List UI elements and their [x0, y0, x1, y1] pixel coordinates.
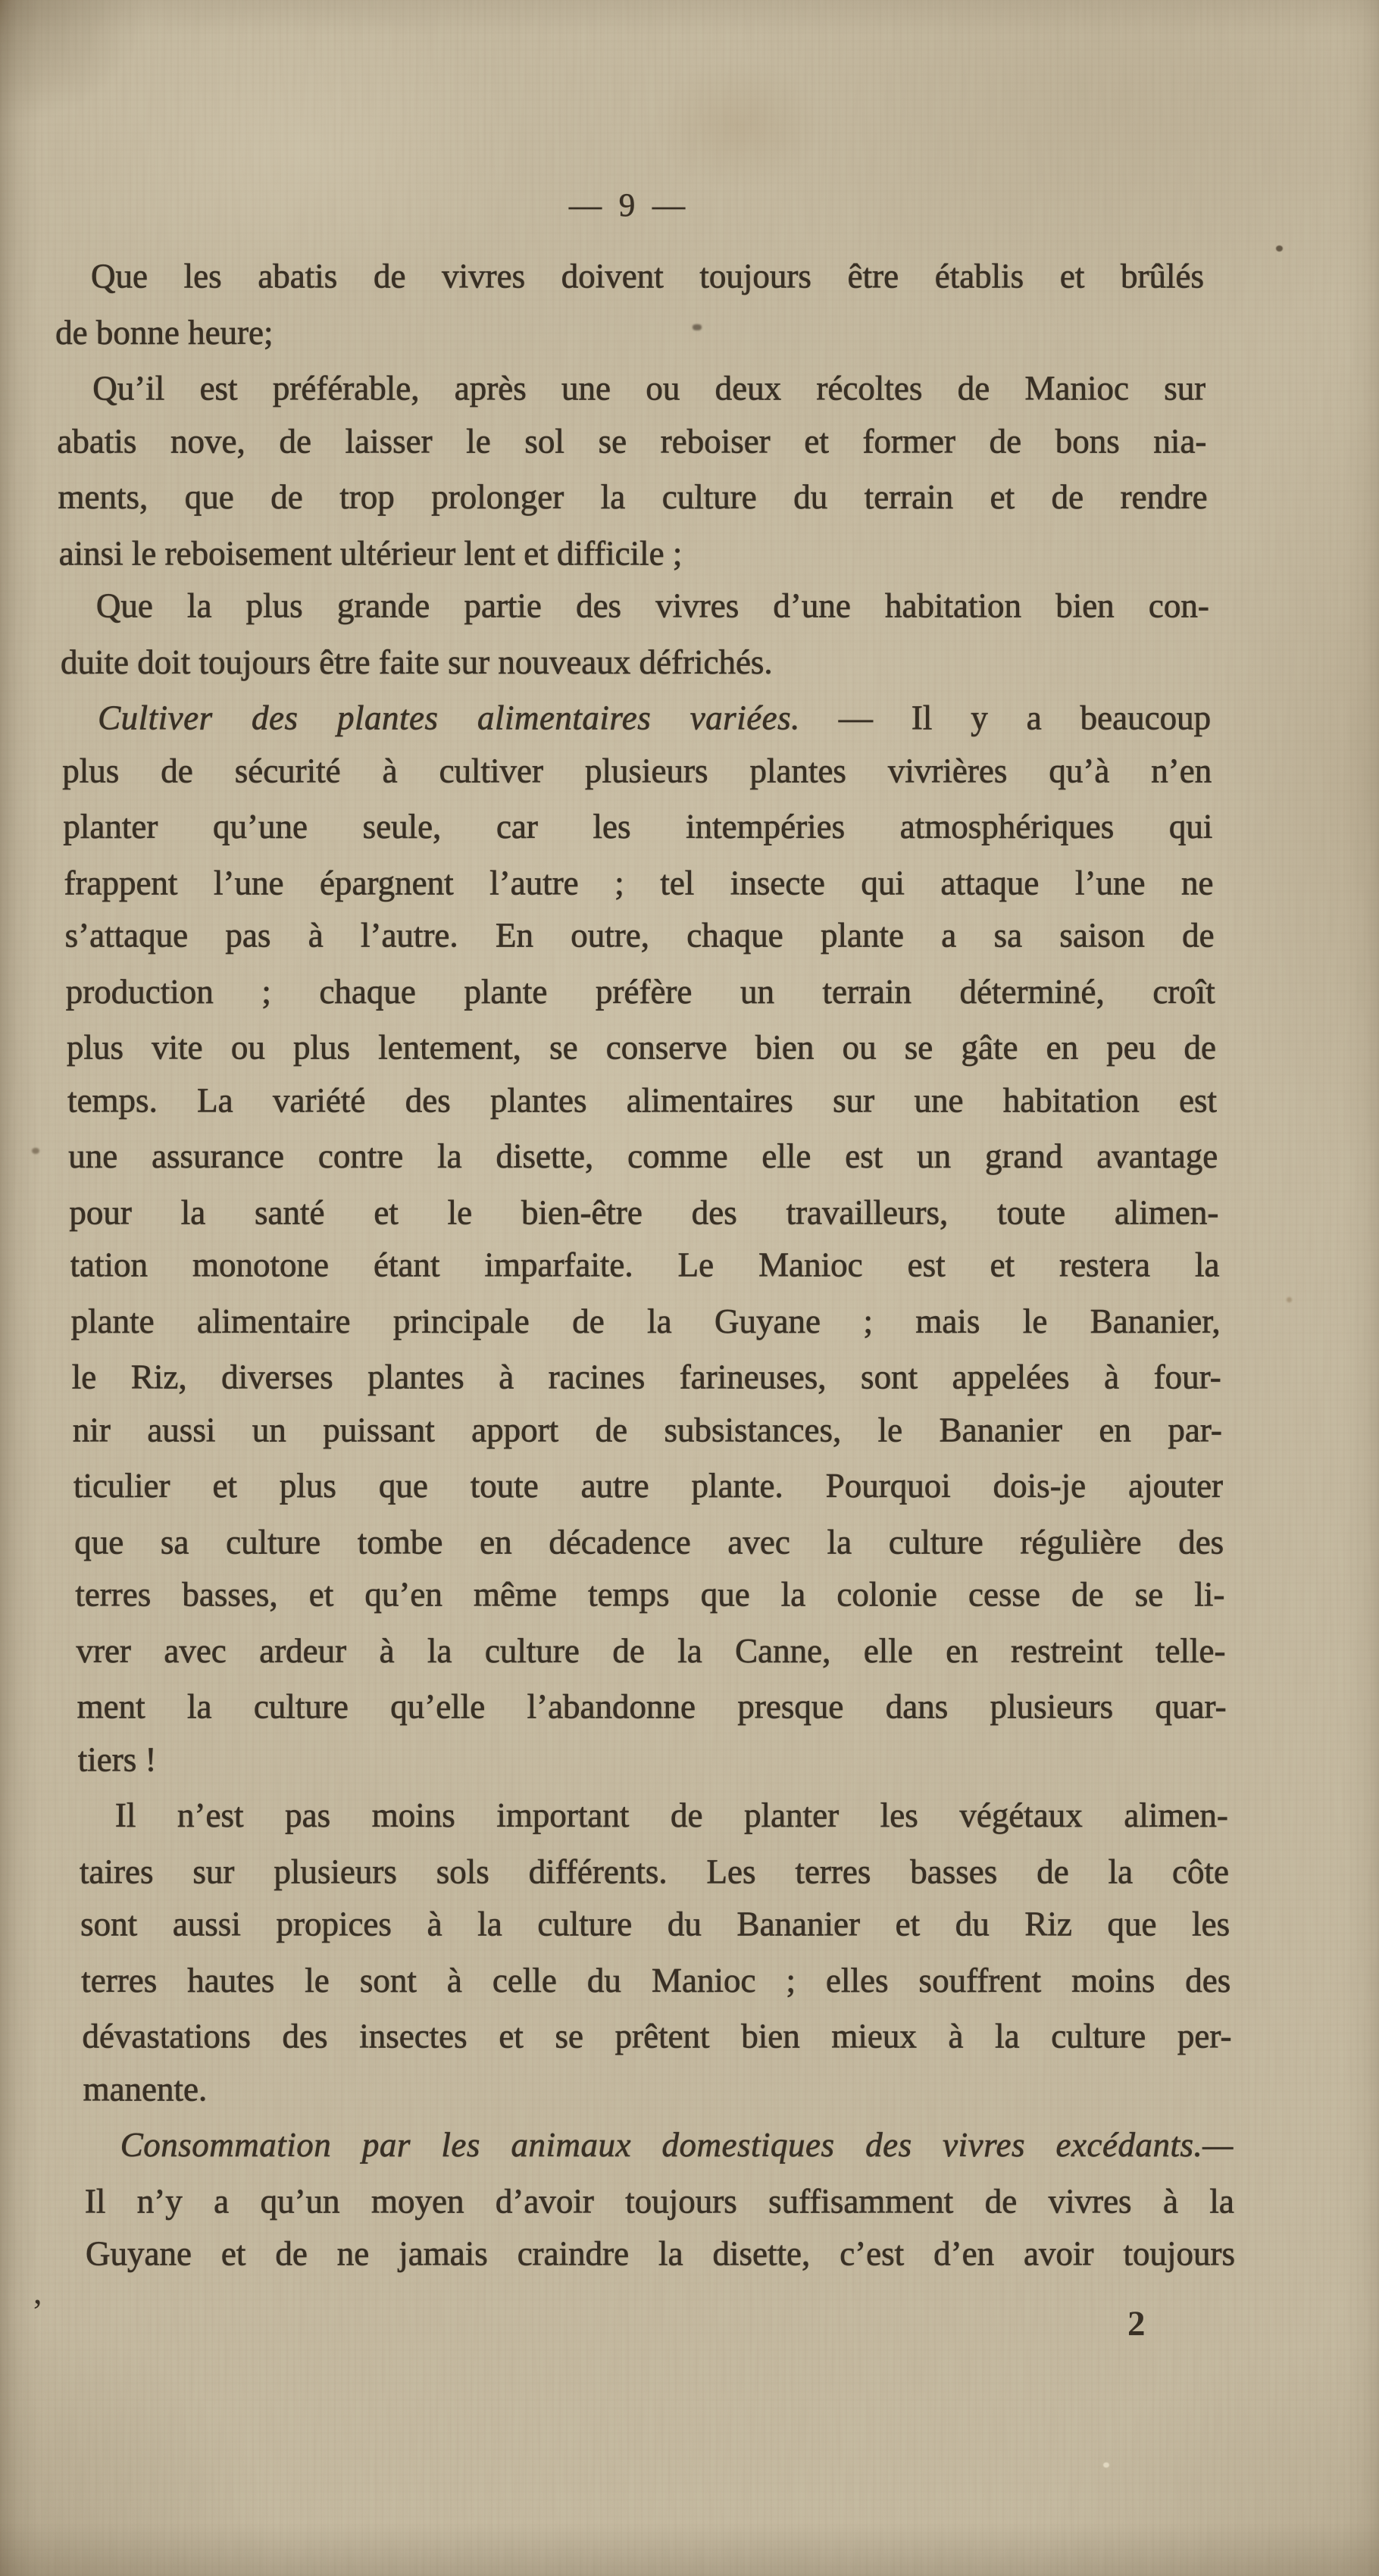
text-line — [74, 1515, 1224, 1570]
text-line — [58, 470, 1208, 525]
text-line — [75, 1568, 1224, 1623]
text-line — [72, 1350, 1221, 1405]
text-line — [65, 908, 1215, 964]
text-segment: de bonne heure; — [55, 313, 274, 352]
text-segment: terres hautes le sont à celle du Manioc ; elles souffrent moins des — [81, 1961, 1231, 1999]
ink-speck — [693, 324, 702, 330]
text-lines — [0, 250, 1379, 2283]
text-line — [61, 691, 1211, 746]
italic-text-segment: Cultiver des plantes alimentaires variées. — [98, 699, 800, 737]
text-segment: plus vite ou plus lentement, se conserve bien ou se gâte en peu de — [66, 1028, 1216, 1067]
text-line — [66, 964, 1215, 1020]
page-text-block — [0, 250, 1379, 2283]
scanned-book-page: — 9 — Que les abatis de vivres doivent toujours être établis et brûlés de bonne heure; Qu’il est préférable, après une ou deux récoltes de Manioc sur abatis nove, de laisser le sol se reboiser et former de bons nia- ments, que de trop prolonger la culture du terrain et de rendre ainsi le reboisement ultérieur lent et difficile ; Que la plus grande partie des vivres d’une habitation bien con- duite doit toujours être faite sur nouveaux défrichés. Cultiver des plantes alimentaires variées. — Il y a beaucoup plus de sécurité à cultiver plusieurs plantes vivrières qu’à n’en planter qu’une seule, car les intempéries atmosphériques qui frappent l’une épargnent l’autre ; tel insecte qui attaque l’une ne s’attaque pas à l’autre. En outre, chaque plante a sa saison de production ; chaque plante préfère un terrain déterminé, croît plus vite ou plus lentement, se conserve bien ou se gâte en peu de temps. La variété des plantes alimentaires sur une habitation est une assurance contre la disette, comme elle est un grand avantage pour la santé et le bien-être des travailleurs, toute alimen- tation monotone étant imparfaite. Le Manioc est et restera la plante alimentaire principale de la Guyane ; mais le Bananier, le Riz, diverses plantes à racines farineuses, sont appelées à four- nir aussi un puissant apport de subsistances, le Bananier en par- ticulier et plus que toute autre plante. Pourquoi dois-je ajouter que sa culture tombe en décadence avec la culture régulière des terres basses, et qu’en même temps que la colonie cesse de se li- vrer avec ardeur à la culture de la Canne, elle en restreint telle- ment la culture qu’elle l’abandonne presque dans plusieurs quar- tiers ! Il n’est pas moins important de planter les végétaux alimen- taires sur plusieurs sols différents. Les terres basses de la côte sont aussi propices à la culture du Bananier et du Riz que les terres hautes le sont à celle du Manioc ; elles souffrent moins des dévastations des insectes et se prêtent bien mieux à la culture per- manente. Consommation par les animaux domestiques des vivres excédants.— Il n’y a qu’un moyen d’avoir toujours suffisamment de vivres à la Guyane et de ne jamais craindre la disette, c’est d’en avoir toujours 2 , — [0, 0, 1379, 2576]
text-line — [73, 1402, 1222, 1458]
text-segment: Il n’y a qu’un moyen d’avoir toujours suffisamment de vivres à la — [84, 2182, 1234, 2220]
text-segment: manente. — [83, 2070, 208, 2108]
text-line — [78, 1732, 1227, 1787]
text-line — [56, 361, 1205, 417]
text-segment: que sa culture tombe en décadence avec la culture régulière des — [74, 1523, 1224, 1561]
text-segment: taires sur plusieurs sols différents. Les terres basses de la côte — [80, 1852, 1230, 1890]
text-line — [55, 305, 1205, 361]
text-line — [67, 1021, 1216, 1076]
text-segment: une assurance contre la disette, comme elle est un grand avantage — [68, 1137, 1218, 1175]
text-line — [76, 1624, 1225, 1679]
text-segment: plus de sécurité à cultiver plusieurs plantes vivrières qu’à n’en — [62, 752, 1212, 789]
text-line — [84, 2118, 1234, 2173]
text-segment: tiers ! — [77, 1740, 157, 1778]
text-line — [68, 1129, 1218, 1184]
text-line — [67, 1073, 1217, 1128]
text-line — [70, 1238, 1220, 1293]
text-segment: frappent l’une épargnent l’autre ; tel insecte qui attaque l’une ne — [64, 864, 1214, 902]
text-segment: Que les abatis de vivres doivent toujours être établis et brûlés — [91, 257, 1204, 295]
text-line — [83, 2062, 1233, 2117]
text-line — [73, 1458, 1223, 1514]
text-segment: s’attaque pas à l’autre. En outre, chaque plante a sa saison de — [64, 916, 1215, 955]
text-segment: duite doit toujours être faite sur nouveaux défrichés. — [60, 642, 773, 681]
text-segment: production ; chaque plante préfère un terrain déterminé, croît — [65, 972, 1215, 1011]
text-segment: dévastations des insectes et se prêtent bien mieux à la culture per- — [82, 2017, 1232, 2055]
text-segment: temps. La variété des plantes alimentaires sur une habitation est — [67, 1081, 1218, 1119]
text-segment: Qu’il est préférable, après une ou deux récoltes de Manioc sur — [92, 369, 1206, 408]
text-line — [79, 1788, 1228, 1843]
text-line — [64, 855, 1214, 911]
text-segment: plante alimentaire principale de la Guyane ; mais le Bananier, — [70, 1302, 1221, 1340]
text-line — [77, 1680, 1227, 1735]
text-segment: ticulier et plus que toute autre plante. Pourquoi dois-je ajouter — [73, 1467, 1224, 1505]
text-segment: — Il y a beaucoup — [799, 699, 1212, 737]
text-line — [61, 635, 1210, 690]
text-segment: Guyane et de ne jamais craindre la disette, c’est d’en avoir toujours — [86, 2234, 1235, 2273]
paper-speck — [1287, 1297, 1292, 1302]
text-line — [69, 1185, 1218, 1240]
text-line — [62, 743, 1212, 799]
text-segment: abatis nove, de laisser le sol se reboiser et former de bons nia- — [57, 422, 1207, 460]
text-segment: nir aussi un puissant apport de subsistances, le Bananier en par- — [72, 1411, 1222, 1449]
text-segment: vrer avec ardeur à la culture de la Canne, elle en restreint telle- — [76, 1631, 1226, 1670]
text-line — [86, 2227, 1235, 2282]
ink-speck — [1276, 245, 1283, 252]
text-line — [57, 414, 1206, 469]
italic-text-segment: Consommation par les animaux domestiques des vivres excédants.— — [120, 2126, 1234, 2164]
text-line — [85, 2174, 1234, 2229]
paper-speck — [1103, 2462, 1109, 2468]
text-segment: ment la culture qu’elle l’abandonne presque dans plusieurs quar- — [77, 1687, 1227, 1726]
paper-speck — [32, 1148, 39, 1154]
text-segment: pour la santé et le bien-être des travailleurs, toute alimen- — [69, 1193, 1219, 1231]
text-line — [82, 2009, 1231, 2065]
page-number: — 9 — — [569, 188, 690, 224]
text-segment: tation monotone étant imparfaite. Le Manioc est et restera la — [70, 1246, 1220, 1284]
text-line — [71, 1294, 1221, 1349]
text-line — [60, 579, 1209, 634]
text-line — [55, 249, 1204, 305]
text-segment: ainsi le reboisement ultérieur lent et difficile ; — [58, 534, 683, 572]
text-segment: Il n’est pas moins important de planter les végétaux alimen- — [114, 1796, 1228, 1834]
text-line — [80, 1897, 1230, 1952]
text-line — [63, 799, 1212, 855]
text-segment: Que la plus grande partie des vivres d’une habitation bien con- — [95, 586, 1209, 625]
signature-mark: 2 — [1127, 2304, 1146, 2343]
text-line — [59, 526, 1209, 581]
text-segment: ments, que de trop prolonger la culture du terrain et de rendre — [58, 478, 1208, 516]
text-segment: sont aussi propices à la culture du Bananier et du Riz que les — [80, 1905, 1230, 1943]
text-segment: planter qu’une seule, car les intempéries atmosphériques qui — [63, 808, 1213, 846]
text-line — [81, 1953, 1230, 2009]
text-line — [80, 1844, 1229, 1899]
text-segment: le Riz, diverses plantes à racines farineuses, sont appelées à four- — [71, 1358, 1221, 1396]
text-segment: terres basses, et qu’en même temps que la colonie cesse de se li- — [75, 1575, 1225, 1614]
